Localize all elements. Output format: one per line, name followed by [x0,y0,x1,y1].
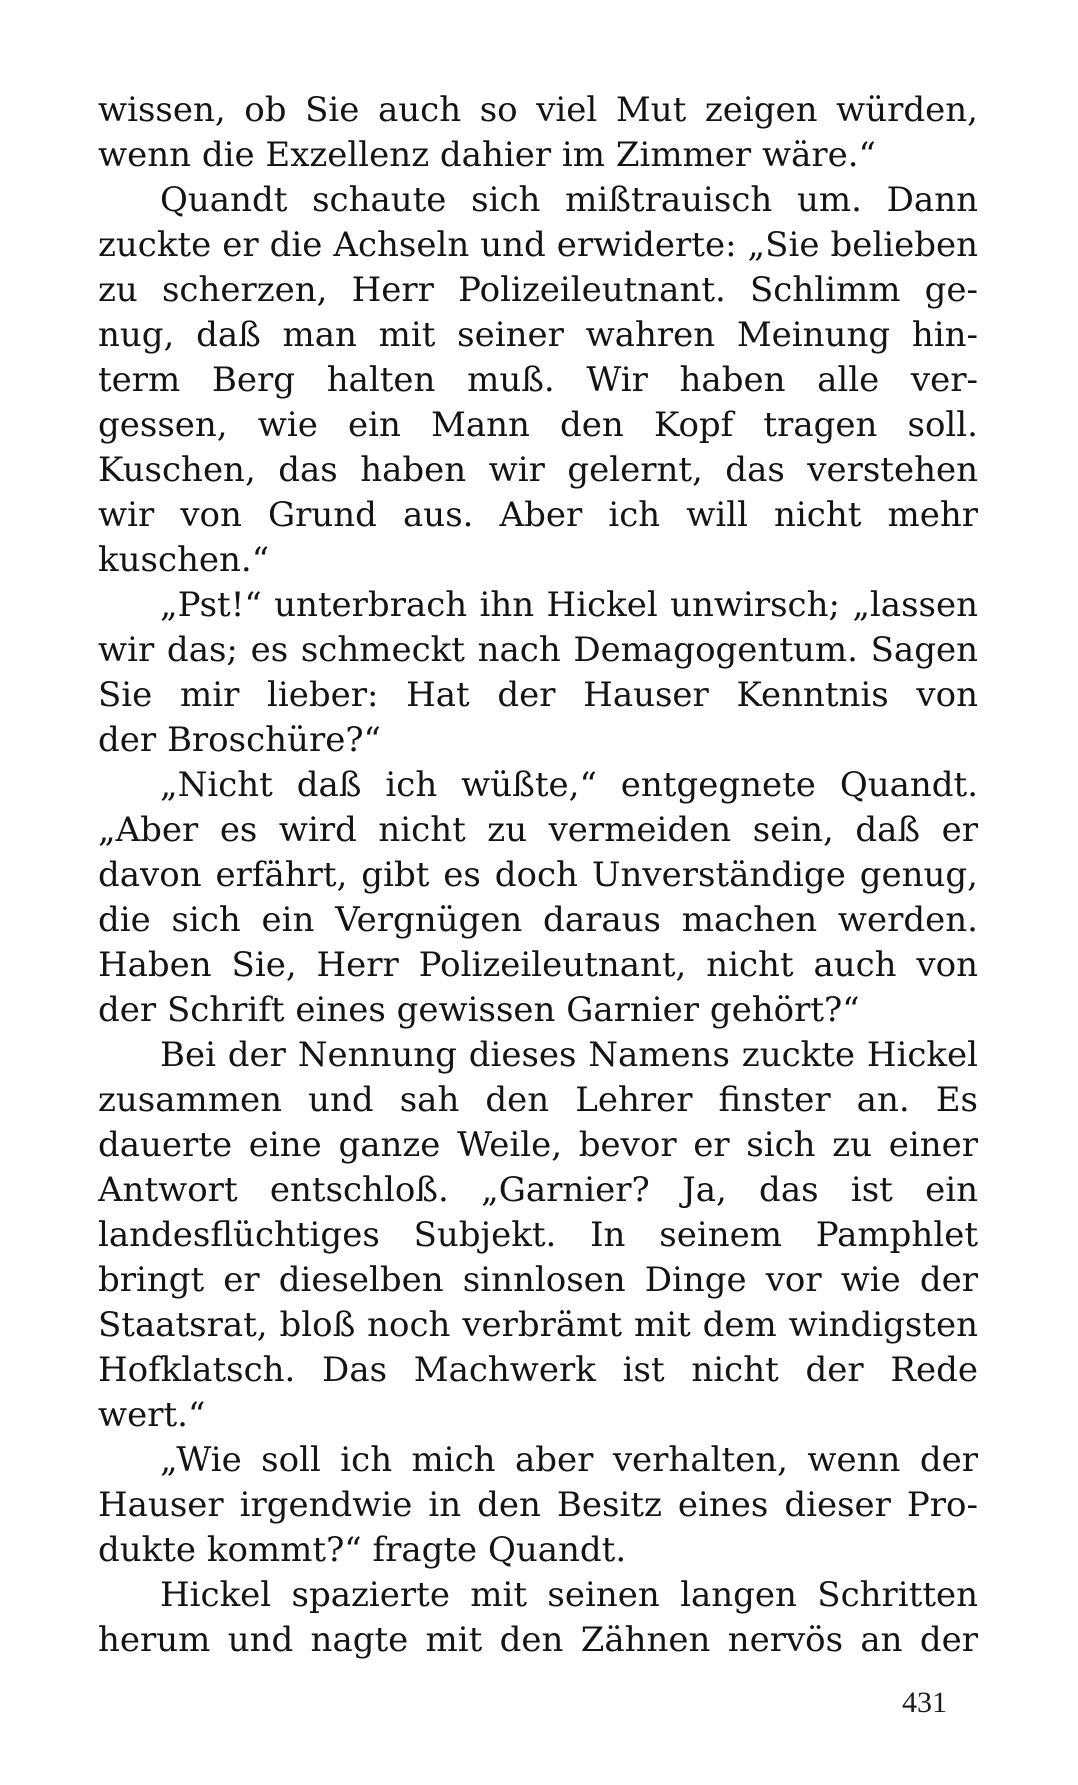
text-line: der Schrift eines gewissen Garnier gehört?“ [98,990,860,1030]
text-line: „Pst!“ unterbrach ihn Hickel unwirsch; „lassen [160,585,978,625]
text-line: „Aber es wird nicht zu vermeiden sein, daß er [98,810,978,850]
text-line: zuckte er die Achseln und erwiderte: „Sie belieben [98,225,978,265]
text-line: herum und nagte mit den Zähnen nervös an der [98,1620,978,1660]
text-line: landesflüchtiges Subjekt. In seinem Pamphlet [98,1215,978,1255]
text-line: wir von Grund aus. Aber ich will nicht mehr [98,495,978,535]
text-line: Quandt schaute sich mißtrauisch um. Dann [160,180,978,220]
text-line: gessen, wie ein Mann den Kopf tragen soll. [98,405,978,445]
text-line: Bei der Nennung dieses Namens zuckte Hickel [160,1035,978,1075]
text-line: wert.“ [98,1395,206,1435]
text-line: „Nicht daß ich wüßte,“ entgegnete Quandt. [160,765,978,805]
text-line: Hofklatsch. Das Machwerk ist nicht der Rede [98,1350,978,1390]
text-line: Hauser irgendwie in den Besitz eines dieser Pro- [98,1485,978,1525]
page-number: 431 [902,1686,947,1719]
text-line: kuschen.“ [98,540,270,580]
text-line: wenn die Exzellenz dahier im Zimmer wäre.“ [98,135,876,175]
text-line: wir das; es schmeckt nach Demagogentum. Sagen [98,630,978,670]
text-line: Sie mir lieber: Hat der Hauser Kenntnis von [98,675,978,715]
text-line: zusammen und sah den Lehrer finster an. Es [98,1080,978,1120]
text-line: Hickel spazierte mit seinen langen Schritten [160,1575,978,1615]
text-line: zu scherzen, Herr Polizeileutnant. Schlimm ge- [98,270,978,310]
text-line: dukte kommt?“ fragte Quandt. [98,1530,627,1570]
text-line: der Broschüre?“ [98,720,381,760]
text-line: Haben Sie, Herr Polizeileutnant, nicht auch von [98,945,978,985]
body-text [98,88,978,1663]
text-line: „Wie soll ich mich aber verhalten, wenn der [160,1440,978,1480]
text-line: dauerte eine ganze Weile, bevor er sich zu einer [98,1125,978,1165]
text-line: Antwort entschloß. „Garnier? Ja, das ist ein [98,1170,978,1210]
text-line: Staatsrat, bloß noch verbrämt mit dem windigsten [98,1305,978,1345]
text-line: bringt er dieselben sinnlosen Dinge vor wie der [98,1260,978,1300]
text-line: davon erfährt, gibt es doch Unverständige genug, [98,855,978,895]
text-line: Kuschen, das haben wir gelernt, das verstehen [98,450,978,490]
text-line: nug, daß man mit seiner wahren Meinung hin- [98,315,978,355]
text-line: die sich ein Vergnügen daraus machen werden. [98,900,978,940]
text-line: wissen, ob Sie auch so viel Mut zeigen würden, [98,90,978,130]
text-line: term Berg halten muß. Wir haben alle ver- [98,360,978,400]
